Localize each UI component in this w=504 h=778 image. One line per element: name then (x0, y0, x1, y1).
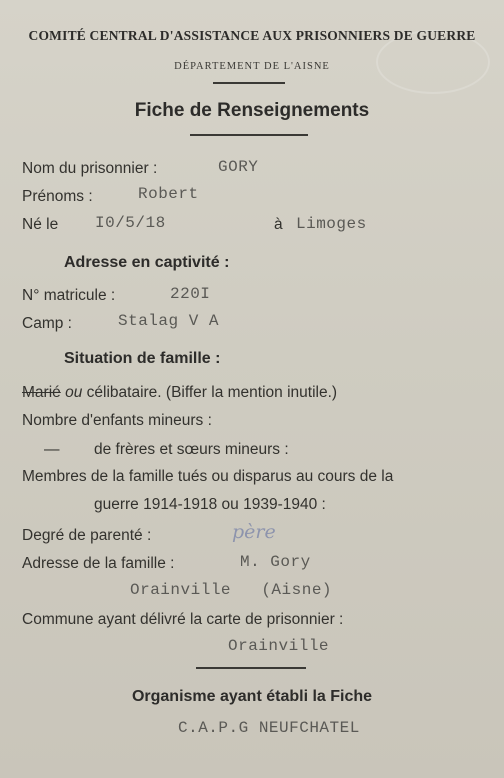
title-rule (190, 134, 308, 136)
matricule-label: N° matricule : (22, 287, 116, 304)
form-title: Fiche de Renseignements (134, 100, 370, 121)
celibataire-option: célibataire. (Biffer la mention inutile.) (86, 384, 338, 401)
camp-value: Stalag V A (118, 312, 220, 330)
adresse-label: Adresse de la famille : (22, 555, 175, 572)
ou-word: ou (65, 384, 83, 401)
enfants-label: Nombre d'enfants mineurs : (22, 412, 212, 429)
department-heading: DÉPARTEMENT DE L'AISNE (174, 61, 330, 72)
ne-le-value: I0/5/18 (95, 214, 166, 232)
freres-label: de frères et sœurs mineurs : (94, 441, 289, 458)
dash-mark: — (44, 441, 60, 458)
captivite-heading: Adresse en captivité : (64, 254, 230, 271)
organisme-value: C.A.P.G NEUFCHATEL (178, 719, 360, 737)
organisme-heading: Organisme ayant établi la Fiche (131, 688, 373, 705)
nom-value: GORY (218, 158, 259, 176)
membres-line-2: guerre 1914-1918 ou 1939-1940 : (94, 496, 326, 513)
commune-label: Commune ayant délivré la carte de prisonnier : (22, 611, 344, 628)
famille-heading: Situation de famille : (64, 350, 221, 367)
commune-value: Orainville (228, 637, 330, 655)
prenoms-value: Robert (138, 185, 199, 203)
marital-status-line (22, 384, 337, 402)
degre-value: père (232, 521, 276, 543)
marie-option: Marié (22, 384, 61, 401)
adresse-value-2: Orainville (Aisne) (130, 581, 333, 599)
header-rule (213, 82, 285, 84)
membres-line-1: Membres de la famille tués ou disparus au cours de la (22, 468, 394, 485)
lieu-value: Limoges (296, 215, 367, 233)
prenoms-label: Prénoms : (22, 188, 93, 205)
degre-label: Degré de parenté : (22, 527, 152, 544)
adresse-value-1: M. Gory (240, 553, 311, 571)
organization-heading: COMITÉ CENTRAL D'ASSISTANCE AUX PRISONNIERS DE GUERRE (28, 28, 476, 43)
ne-le-label: Né le (22, 216, 59, 233)
lieu-label: à (274, 216, 283, 233)
camp-label: Camp : (22, 315, 72, 332)
footer-rule (196, 667, 306, 669)
matricule-value: 220I (170, 285, 211, 303)
nom-label: Nom du prisonnier : (22, 160, 158, 177)
